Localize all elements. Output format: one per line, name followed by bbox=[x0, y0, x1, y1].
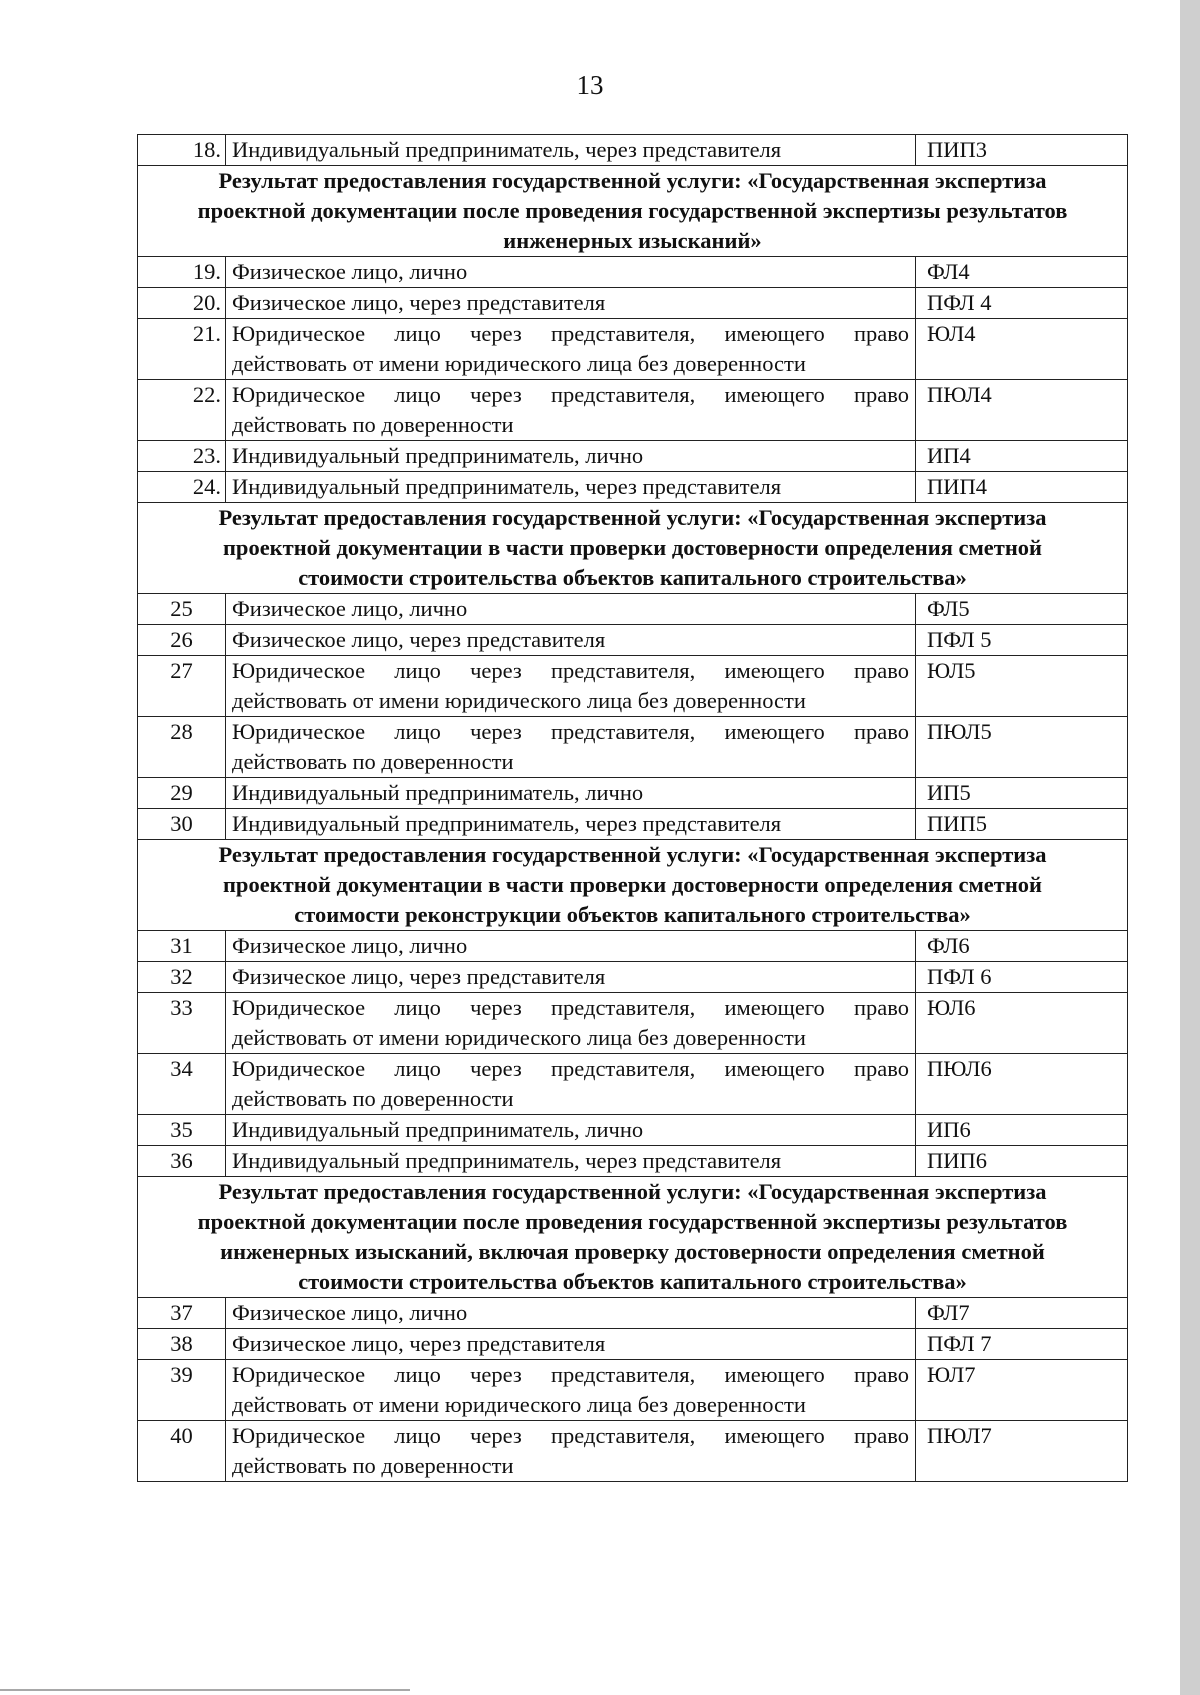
applicant-description: Физическое лицо, через представителя bbox=[226, 288, 916, 319]
table-row bbox=[138, 656, 1128, 717]
applicant-description: Индивидуальный предприниматель, через представителя bbox=[226, 809, 916, 840]
applicant-code: ПИП4 bbox=[916, 472, 1128, 503]
applicant-code: ПФЛ 5 bbox=[916, 625, 1128, 656]
applicant-description: Индивидуальный предприниматель, лично bbox=[226, 441, 916, 472]
applicant-description: Физическое лицо, лично bbox=[226, 1298, 916, 1329]
row-number: 40 bbox=[138, 1421, 226, 1482]
table-row bbox=[138, 931, 1128, 962]
applicant-description: Юридическое лицо через представителя, имеющего право действовать от имени юридического лица без доверенности bbox=[226, 993, 916, 1054]
applicant-code: ПЮЛ5 bbox=[916, 717, 1128, 778]
table-body bbox=[138, 135, 1128, 1482]
applicant-description: Юридическое лицо через представителя, имеющего право действовать от имени юридического лица без доверенности bbox=[226, 1360, 916, 1421]
applicant-code: ФЛ6 bbox=[916, 931, 1128, 962]
table-row bbox=[138, 472, 1128, 503]
applicant-code: ПЮЛ7 bbox=[916, 1421, 1128, 1482]
row-number: 18. bbox=[138, 135, 226, 166]
table-row bbox=[138, 1054, 1128, 1115]
row-number: 36 bbox=[138, 1146, 226, 1177]
section-row bbox=[138, 503, 1128, 594]
row-number: 27 bbox=[138, 656, 226, 717]
section-row bbox=[138, 166, 1128, 257]
row-number: 35 bbox=[138, 1115, 226, 1146]
section-title: Результат предоставления государственной услуги: «Государственная экспертиза проектной документации в части проверки достоверности определения сметной стоимости реконструкции объектов капитального строительства» bbox=[138, 840, 1128, 931]
row-number: 22. bbox=[138, 380, 226, 441]
row-number: 30 bbox=[138, 809, 226, 840]
applicant-code: ПФЛ 4 bbox=[916, 288, 1128, 319]
row-number: 24. bbox=[138, 472, 226, 503]
applicant-code: ЮЛ6 bbox=[916, 993, 1128, 1054]
applicant-description: Юридическое лицо через представителя, имеющего право действовать по доверенности bbox=[226, 380, 916, 441]
row-number: 38 bbox=[138, 1329, 226, 1360]
applicant-description: Юридическое лицо через представителя, имеющего право действовать по доверенности bbox=[226, 1054, 916, 1115]
applicant-description: Индивидуальный предприниматель, через представителя bbox=[226, 135, 916, 166]
row-number: 28 bbox=[138, 717, 226, 778]
applicant-description: Индивидуальный предприниматель, через представителя bbox=[226, 472, 916, 503]
applicant-code: ИП4 bbox=[916, 441, 1128, 472]
row-number: 19. bbox=[138, 257, 226, 288]
row-number: 29 bbox=[138, 778, 226, 809]
row-number: 32 bbox=[138, 962, 226, 993]
row-number: 37 bbox=[138, 1298, 226, 1329]
row-number: 25 bbox=[138, 594, 226, 625]
applicant-code: ЮЛ4 bbox=[916, 319, 1128, 380]
applicant-code: ПЮЛ6 bbox=[916, 1054, 1128, 1115]
table-row bbox=[138, 717, 1128, 778]
applicant-code: ИП6 bbox=[916, 1115, 1128, 1146]
section-row bbox=[138, 1177, 1128, 1298]
table-row bbox=[138, 1115, 1128, 1146]
table-row bbox=[138, 257, 1128, 288]
applicant-description: Физическое лицо, через представителя bbox=[226, 1329, 916, 1360]
applicant-codes-table bbox=[137, 134, 1127, 1482]
page-number: 13 bbox=[576, 70, 604, 100]
table-row bbox=[138, 1146, 1128, 1177]
applicant-description: Физическое лицо, через представителя bbox=[226, 962, 916, 993]
row-number: 26 bbox=[138, 625, 226, 656]
applicant-code: ФЛ5 bbox=[916, 594, 1128, 625]
table-row bbox=[138, 993, 1128, 1054]
scan-bottom-line bbox=[0, 1689, 410, 1691]
applicant-description: Физическое лицо, лично bbox=[226, 594, 916, 625]
table-row bbox=[138, 962, 1128, 993]
table-row bbox=[138, 135, 1128, 166]
table-row bbox=[138, 288, 1128, 319]
table-row bbox=[138, 778, 1128, 809]
section-title: Результат предоставления государственной услуги: «Государственная экспертиза проектной документации в части проверки достоверности определения сметной стоимости строительства объектов капитального строительства» bbox=[138, 503, 1128, 594]
applicant-description: Индивидуальный предприниматель, лично bbox=[226, 1115, 916, 1146]
table-row bbox=[138, 1298, 1128, 1329]
row-number: 23. bbox=[138, 441, 226, 472]
section-row bbox=[138, 840, 1128, 931]
applicant-description: Юридическое лицо через представителя, имеющего право действовать от имени юридического лица без доверенности bbox=[226, 319, 916, 380]
applicant-code: ИП5 bbox=[916, 778, 1128, 809]
applicant-code: ПФЛ 7 bbox=[916, 1329, 1128, 1360]
applicant-description: Физическое лицо, лично bbox=[226, 931, 916, 962]
table-row bbox=[138, 1421, 1128, 1482]
applicant-description: Индивидуальный предприниматель, через представителя bbox=[226, 1146, 916, 1177]
table-row bbox=[138, 319, 1128, 380]
row-number: 39 bbox=[138, 1360, 226, 1421]
applicant-code: ПИП6 bbox=[916, 1146, 1128, 1177]
row-number: 31 bbox=[138, 931, 226, 962]
table-row bbox=[138, 625, 1128, 656]
applicant-code: ПИП3 bbox=[916, 135, 1128, 166]
applicant-code: ПИП5 bbox=[916, 809, 1128, 840]
applicant-description: Юридическое лицо через представителя, имеющего право действовать от имени юридического лица без доверенности bbox=[226, 656, 916, 717]
applicant-code: ПФЛ 6 bbox=[916, 962, 1128, 993]
applicant-description: Физическое лицо, лично bbox=[226, 257, 916, 288]
row-number: 21. bbox=[138, 319, 226, 380]
applicant-code: ЮЛ5 bbox=[916, 656, 1128, 717]
applicant-description: Физическое лицо, через представителя bbox=[226, 625, 916, 656]
applicant-description: Юридическое лицо через представителя, имеющего право действовать по доверенности bbox=[226, 717, 916, 778]
row-number: 34 bbox=[138, 1054, 226, 1115]
table-row bbox=[138, 1329, 1128, 1360]
applicant-description: Индивидуальный предприниматель, лично bbox=[226, 778, 916, 809]
table-row bbox=[138, 809, 1128, 840]
section-title: Результат предоставления государственной услуги: «Государственная экспертиза проектной документации после проведения государственной экспертизы результатов инженерных изысканий, включая проверку достоверности определения сметной стоимости строительства объектов капитального строительства» bbox=[138, 1177, 1128, 1298]
row-number: 20. bbox=[138, 288, 226, 319]
row-number: 33 bbox=[138, 993, 226, 1054]
table-row bbox=[138, 594, 1128, 625]
applicant-code: ЮЛ7 bbox=[916, 1360, 1128, 1421]
applicant-code: ФЛ4 bbox=[916, 257, 1128, 288]
table-row bbox=[138, 441, 1128, 472]
section-title: Результат предоставления государственной услуги: «Государственная экспертиза проектной документации после проведения государственной экспертизы результатов инженерных изысканий» bbox=[138, 166, 1128, 257]
applicant-code: ПЮЛ4 bbox=[916, 380, 1128, 441]
applicant-code: ФЛ7 bbox=[916, 1298, 1128, 1329]
table-row bbox=[138, 1360, 1128, 1421]
table-row bbox=[138, 380, 1128, 441]
scan-edge bbox=[1180, 0, 1200, 1695]
applicant-description: Юридическое лицо через представителя, имеющего право действовать по доверенности bbox=[226, 1421, 916, 1482]
